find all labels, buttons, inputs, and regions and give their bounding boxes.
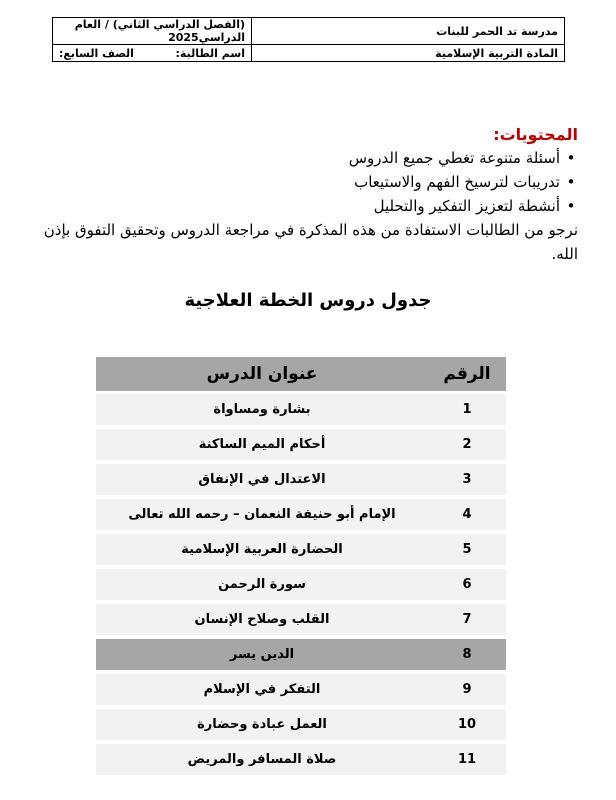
- bullet-icon: •: [566, 149, 576, 167]
- lesson-title: القلب وصلاح الإنسان: [96, 603, 428, 636]
- table-row: [96, 743, 506, 776]
- lesson-title: الإمام أبو حنيفة النعمان – رحمه الله تعالى: [96, 498, 428, 531]
- lesson-number: 9: [428, 673, 506, 706]
- lesson-number: 6: [428, 568, 506, 601]
- subject-name: المادة التربية الإسلامية: [252, 45, 565, 62]
- lesson-number: 4: [428, 498, 506, 531]
- contents-note: نرجو من الطالبات الاستفادة من هذه المذكرة في مراجعة الدروس وتحقيق التفوق بإذن الله.: [43, 221, 578, 263]
- lesson-number: 5: [428, 533, 506, 566]
- lesson-title: الحضارة العربية الإسلامية: [96, 533, 428, 566]
- lesson-title: سورة الرحمن: [96, 568, 428, 601]
- column-header-number: الرقم: [428, 357, 506, 391]
- lesson-number: 10: [428, 708, 506, 741]
- lesson-number: 3: [428, 463, 506, 496]
- table-row: [96, 533, 506, 566]
- lesson-title: أحكام الميم الساكنة: [96, 428, 428, 461]
- table-row: [96, 603, 506, 636]
- bullet-icon: •: [566, 173, 576, 191]
- lesson-number: 2: [428, 428, 506, 461]
- table-row: [96, 428, 506, 461]
- semester-year: (الفصل الدراسي الثاني) / العام الدراسي2025: [53, 18, 252, 45]
- contents-section: [38, 124, 578, 266]
- lesson-title: صلاة المسافر والمريض: [96, 743, 428, 776]
- lesson-title: العمل عبادة وحضارة: [96, 708, 428, 741]
- lesson-title: الدين يسر: [96, 638, 428, 671]
- lesson-number: 8: [428, 638, 506, 671]
- contents-heading: المحتويات:: [493, 125, 578, 144]
- grade-label: الصف السابع:: [59, 46, 134, 60]
- lesson-number: 1: [428, 393, 506, 426]
- bullet-icon: •: [566, 197, 576, 215]
- lesson-title: التفكر في الإسلام: [96, 673, 428, 706]
- lesson-title: الاعتدال في الإنفاق: [96, 463, 428, 496]
- school-name: مدرسة تد الحمر للبنات: [252, 18, 565, 45]
- list-item: •أنشطة لتعزيز التفكير والتحليل: [38, 194, 578, 218]
- header-table: [52, 17, 565, 62]
- table-row: [96, 638, 506, 671]
- table-header-row: [96, 357, 506, 391]
- student-name-label: اسم الطالبة:: [175, 46, 245, 60]
- table-row: [96, 498, 506, 531]
- table-row: [96, 568, 506, 601]
- student-grade-cell: [53, 45, 252, 62]
- table-row: [96, 708, 506, 741]
- list-item: •تدريبات لترسيخ الفهم والاستيعاب: [38, 170, 578, 194]
- lesson-number: 11: [428, 743, 506, 776]
- contents-list: [38, 146, 578, 218]
- column-header-title: عنوان الدرس: [96, 357, 428, 391]
- lesson-title: بشارة ومساواة: [96, 393, 428, 426]
- table-row: [96, 673, 506, 706]
- lessons-table: [96, 355, 506, 778]
- plan-title: جدول دروس الخطة العلاجية: [184, 290, 432, 311]
- list-item: •أسئلة متنوعة تغطي جميع الدروس: [38, 146, 578, 170]
- table-row: [96, 463, 506, 496]
- lesson-number: 7: [428, 603, 506, 636]
- table-row: [96, 393, 506, 426]
